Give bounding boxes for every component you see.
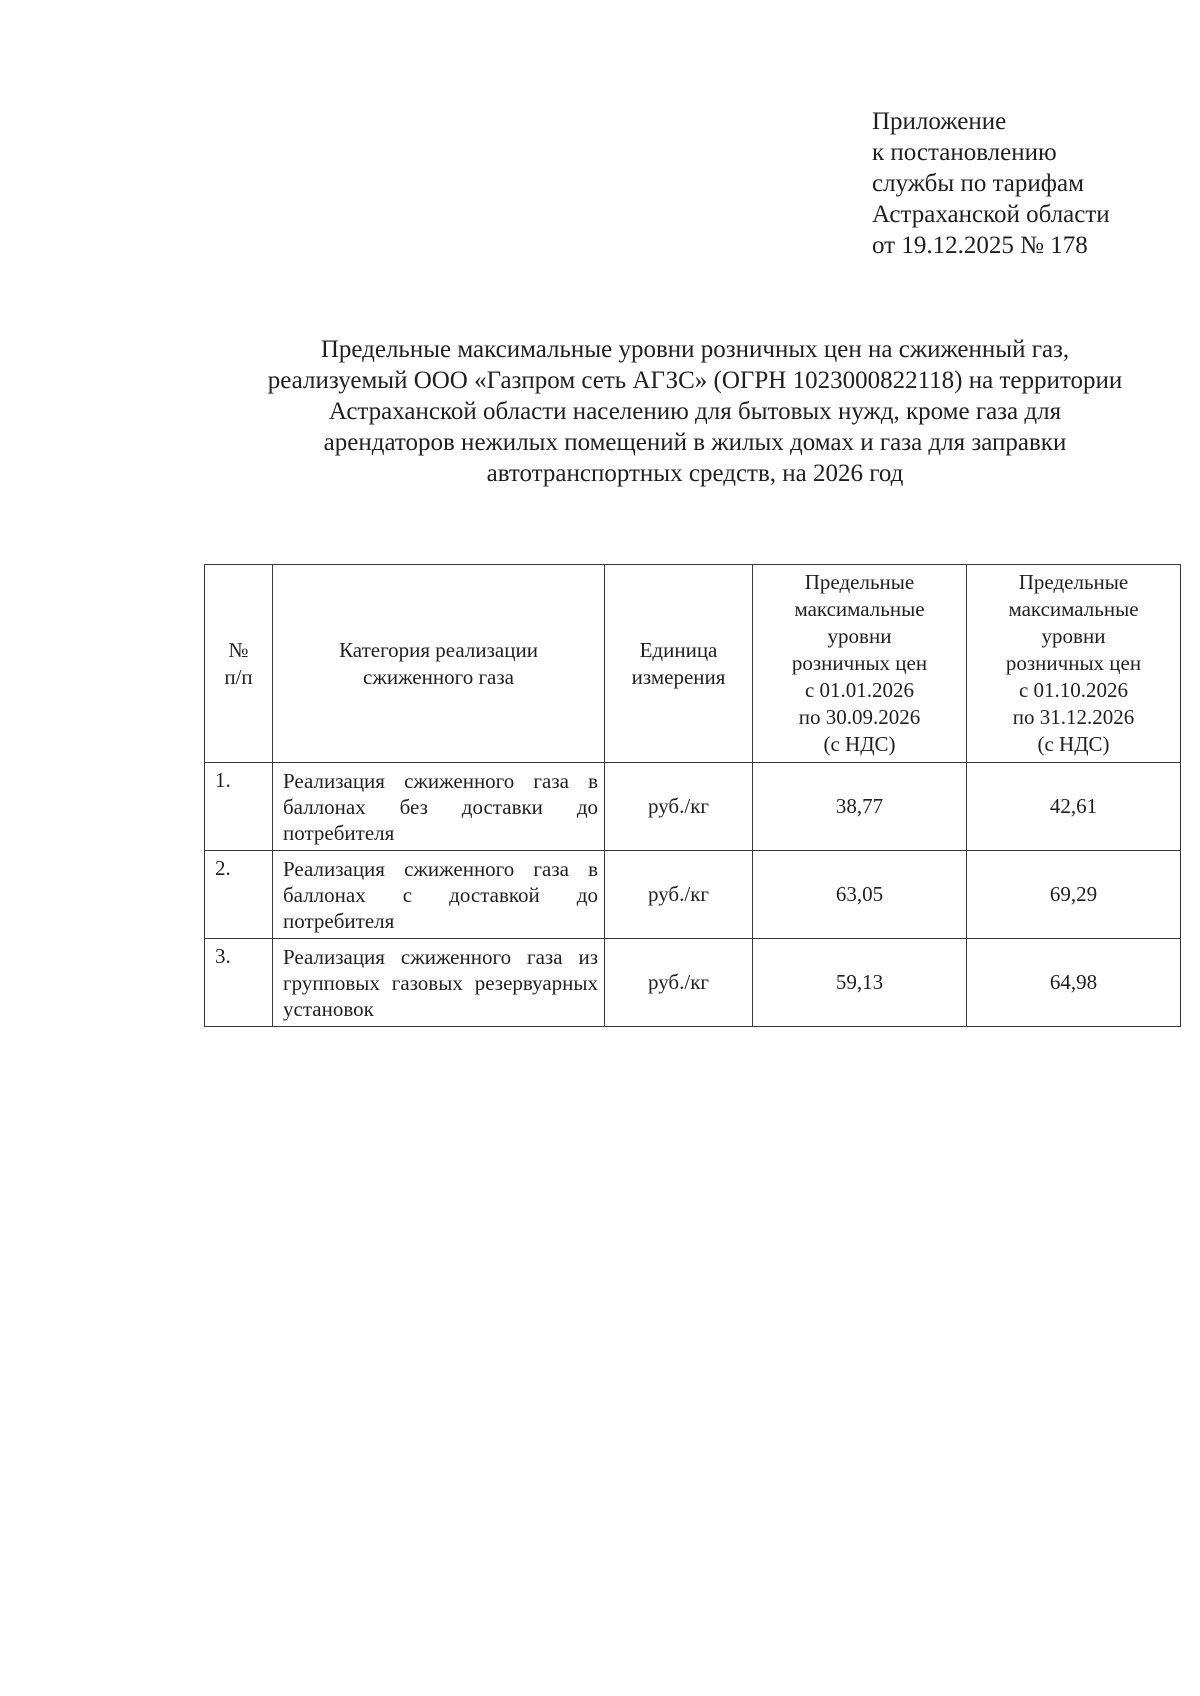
header-text: №: [228, 637, 249, 662]
row-unit: руб./кг: [605, 939, 753, 1027]
table-row: [205, 851, 1181, 939]
header-text: уровни: [1041, 624, 1106, 648]
header-unit: [605, 565, 753, 763]
title-line: реализуемый ООО «Газпром сеть АГЗС» (ОГРН 1023000822118) на территории: [267, 367, 1123, 394]
row-price-period-1: 59,13: [753, 939, 967, 1027]
header-num: [205, 565, 273, 763]
table-row: [205, 939, 1181, 1027]
row-number: 3.: [205, 939, 273, 1027]
header-category: [273, 565, 605, 763]
header-text: по 30.09.2026: [798, 705, 921, 729]
header-text: Категория реализации: [339, 637, 538, 662]
title-line: Астраханской области населению для бытовых нужд, кроме газа для: [328, 398, 1062, 425]
header-price-period-1: [753, 565, 967, 763]
header-text: Предельные: [1018, 570, 1129, 594]
row-number: 1.: [205, 763, 273, 851]
row-price-period-1: 38,77: [753, 763, 967, 851]
header-text: максимальные: [794, 597, 925, 621]
row-price-period-2: 69,29: [967, 851, 1181, 939]
header-text: с 01.01.2026: [804, 678, 915, 702]
row-category: Реализация сжиженного газа в баллонах без доставки до потребителя: [273, 763, 605, 851]
appendix-date-line: от 19.12.2025 № 178: [872, 232, 1088, 259]
title-line: автотранспортных средств, на 2026 год: [486, 460, 904, 487]
header-text: по 31.12.2026: [1012, 705, 1135, 729]
header-text: розничных цен: [1005, 651, 1142, 675]
row-unit: руб./кг: [605, 851, 753, 939]
header-text: розничных цен: [791, 651, 928, 675]
appendix-line: Астраханской области: [872, 201, 1110, 228]
header-price-period-2: [967, 565, 1181, 763]
title-line: арендаторов нежилых помещений в жилых домах и газа для заправки: [323, 429, 1067, 456]
header-text: Единица: [639, 637, 718, 662]
appendix-line: службы по тарифам: [872, 170, 1084, 197]
row-price-period-1: 63,05: [753, 851, 967, 939]
row-price-period-2: 64,98: [967, 939, 1181, 1027]
header-text: Предельные: [804, 570, 915, 594]
title-line: Предельные максимальные уровни розничных цен на сжиженный газ,: [320, 336, 1070, 363]
table-row: [205, 763, 1181, 851]
document-title: [190, 334, 1200, 489]
appendix-block: [872, 106, 1110, 261]
header-text: с 01.10.2026: [1018, 678, 1129, 702]
row-price-period-2: 42,61: [967, 763, 1181, 851]
table-header-row: [205, 565, 1181, 763]
tariff-table: [204, 564, 1181, 1027]
header-text: максимальные: [1008, 597, 1139, 621]
row-unit: руб./кг: [605, 763, 753, 851]
header-text: уровни: [827, 624, 892, 648]
row-category: Реализация сжиженного газа из групповых газовых резервуарных установок: [273, 939, 605, 1027]
header-text: (с НДС): [1037, 732, 1110, 756]
row-category: Реализация сжиженного газа в баллонах с доставкой до потребителя: [273, 851, 605, 939]
header-text: п/п: [224, 664, 253, 689]
appendix-line: Приложение: [872, 108, 1007, 135]
header-text: измерения: [631, 664, 726, 689]
row-number: 2.: [205, 851, 273, 939]
appendix-line: к постановлению: [872, 139, 1057, 166]
header-text: сжиженного газа: [363, 664, 514, 689]
header-text: (с НДС): [823, 732, 896, 756]
